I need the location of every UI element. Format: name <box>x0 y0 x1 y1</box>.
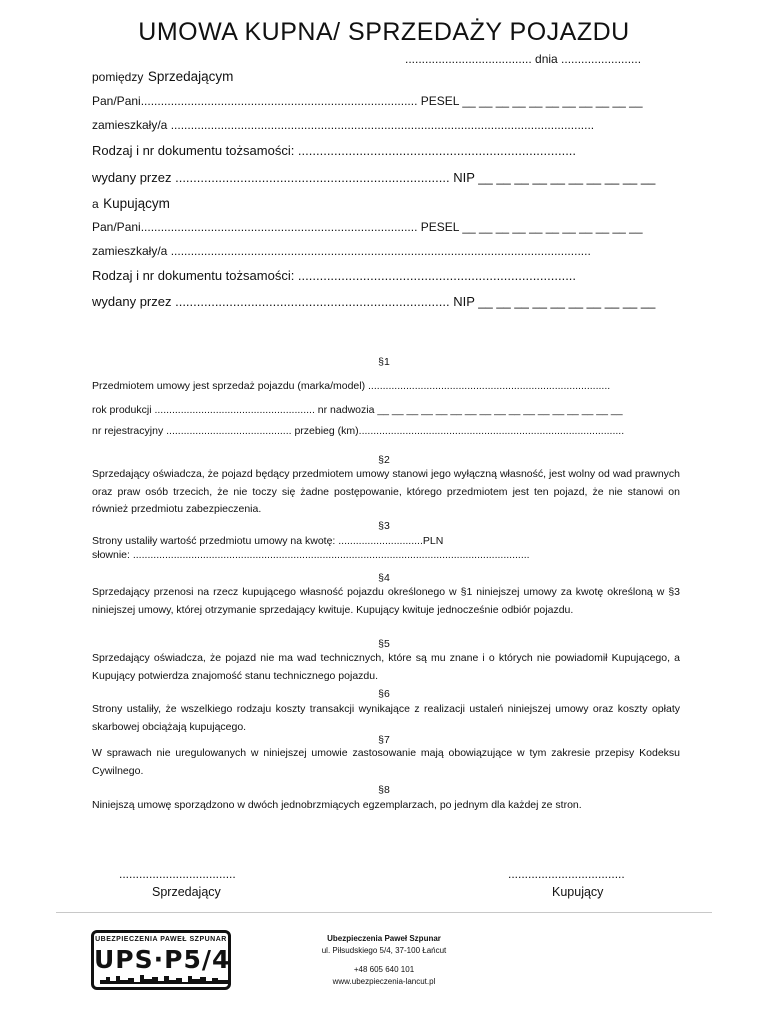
section-2-text: Sprzedający oświadcza, że pojazd będący przedmiotem umowy stanowi jego wyłączną własność, jest wolny od wad prawnych oraz praw osób trzecich, że nie toczy się żadne postępowanie, którego przedmiotem jest ten pojazd, że nie stanowi on również przedmiotu zabezpieczenia. <box>92 468 680 515</box>
buyer-heading-name: Kupującym <box>103 196 170 211</box>
buyer-heading-prefix: a <box>92 197 99 211</box>
vehicle-registration-mileage-field[interactable]: nr rejestracyjny ........................................... przebieg (km)........................................................................................... <box>92 425 625 437</box>
seller-signature-label: Sprzedający <box>152 885 221 899</box>
section-4-text: Sprzedający przenosi na rzecz kupującego własność pojazdu określonego w §1 niniejszej umowy za kwotę określoną w §3 niniejszej umowy, której otrzymanie sprzedający kwituje. Kupujący kwituje jednocześnie odbiór pojazdu. <box>92 586 680 616</box>
price-in-words-field[interactable]: słownie: ........................................................................................................................................ <box>92 549 530 561</box>
seller-heading-prefix: pomiędzy <box>92 70 144 84</box>
section-7-text: W sprawach nie uregulowanych w niniejszej umowie zastosowanie mają obowiązujące w tym zakresie przepisy Kodeksu Cywilnego. <box>92 747 680 777</box>
section-4-label: §4 <box>378 572 390 584</box>
footer-divider <box>56 912 712 913</box>
section-8-label: §8 <box>378 784 390 796</box>
section-7-label: §7 <box>378 734 390 746</box>
buyer-signature-label: Kupujący <box>552 885 604 899</box>
section-3-label: §3 <box>378 520 390 532</box>
seller-issued-nip-field[interactable]: wydany przez ............................................................................ NIP __ __ __ __ __ __ __ __ __ __ <box>92 170 656 185</box>
section-5-label: §5 <box>378 638 390 650</box>
company-name: Ubezpieczenia Paweł Szpunar <box>327 934 441 943</box>
place-date-line[interactable]: ...................................... dnia ........................ <box>405 52 642 66</box>
buyer-signature-line[interactable]: ................................... <box>508 867 625 881</box>
seller-signature-line[interactable]: ................................... <box>119 867 236 881</box>
document-title: UMOWA KUPNA/ SPRZEDAŻY POJAZDU <box>138 18 630 46</box>
company-website-link[interactable]: www.ubezpieczenia-lancut.pl <box>332 977 436 986</box>
city-skyline-icon <box>100 974 228 984</box>
section-6-text: Strony ustaliły, że wszelkiego rodzaju koszty transakcji wynikające z realizacji ustaleń niniejszej umowy oraz koszty opłaty skarbowej obciążają kupującego. <box>92 703 680 733</box>
buyer-issued-nip-field[interactable]: wydany przez ............................................................................ NIP __ __ __ __ __ __ __ __ __ __ <box>92 294 656 309</box>
section-1-label: §1 <box>378 356 390 368</box>
company-address: ul. Piłsudskiego 5/4, 37-100 Łańcut <box>321 946 447 955</box>
company-logo <box>91 930 231 990</box>
seller-address-field[interactable]: zamieszkały/a ............................................................................................................................... <box>92 118 595 132</box>
buyer-name-pesel-field[interactable]: Pan/Pani................................................................................... PESEL __ __ __ __ __ __ __ __ __ __ __ <box>92 220 643 234</box>
buyer-heading <box>92 195 170 213</box>
section-5-text: Sprzedający oświadcza, że pojazd nie ma wad technicznych, które są mu znane i o których nie powiadomił Kupującego, a Kupujący potwierdza znajomość stanu technicznego pojazdu. <box>92 652 680 682</box>
buyer-address-field[interactable]: zamieszkały/a .............................................................................................................................. <box>92 244 591 258</box>
logo-top-text: UBEZPIECZENIA PAWEŁ SZPUNAR <box>95 936 227 943</box>
vehicle-make-model-field[interactable]: Przedmiotem umowy jest sprzedaż pojazdu (marka/model) ................................................................................... <box>92 380 611 392</box>
seller-heading <box>92 68 233 86</box>
seller-name-pesel-field[interactable]: Pan/Pani................................................................................... PESEL __ __ __ __ __ __ __ __ __ __ __ <box>92 94 643 108</box>
price-amount-field[interactable]: Strony ustaliły wartość przedmiotu umowy na kwotę: .............................PLN <box>92 535 444 547</box>
buyer-id-document-field[interactable]: Rodzaj i nr dokumentu tożsamości: ............................................................................. <box>92 268 577 283</box>
section-6-label: §6 <box>378 688 390 700</box>
seller-heading-name: Sprzedającym <box>147 69 234 84</box>
section-2-label: §2 <box>378 454 390 466</box>
seller-id-document-field[interactable]: Rodzaj i nr dokumentu tożsamości: ............................................................................. <box>92 143 577 158</box>
section-8-text: Niniejszą umowę sporządzono w dwóch jednobrzmiących egzemplarzach, po jednym dla każdej ze stron. <box>92 799 582 811</box>
company-phone: +48 605 640 101 <box>353 965 415 974</box>
logo-main-text: UPS·P5/4 <box>94 945 231 974</box>
vehicle-year-vin-field[interactable]: rok produkcji ....................................................... nr nadwozia __ __ __ __ __ __ __ __ __ __ __ __ __ __ __ __ __ <box>92 404 623 416</box>
